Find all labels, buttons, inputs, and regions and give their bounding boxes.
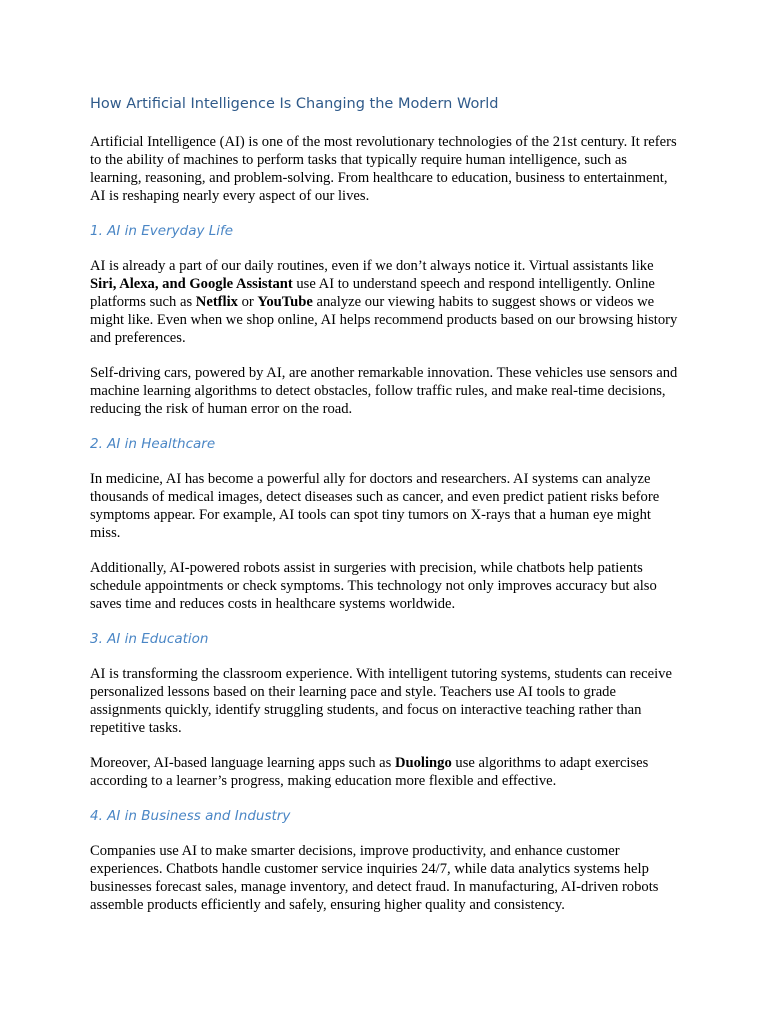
section-heading-business: 4. AI in Business and Industry [90,808,291,824]
section-heading-education: 3. AI in Education [90,631,209,647]
business-paragraph-1: Companies use AI to make smarter decisions, improve productivity, and enhance customer experiences. Chatbots handle customer service inquiries 24/7, while data analytics systems help businesses forecast sales, manage inventory, and detect fraud. In manufacturing, AI-driven robots assemble products efficiently and safely, ensuring higher quality and consistency. [90,843,659,913]
text-run: Moreover, AI-based language learning apps such as [90,755,395,771]
section-heading-everyday-life: 1. AI in Everyday Life [90,223,234,239]
healthcare-paragraph-1: In medicine, AI has become a powerful ally for doctors and researchers. AI systems can analyze thousands of medical images, detect diseases such as cancer, and even predict patient risks before symptoms appear. For example, AI tools can spot tiny tumors on X-rays that a human eye might miss. [90,471,660,541]
bold-netflix: Netflix [195,294,238,310]
bold-duolingo: Duolingo [394,755,452,771]
text-run: AI is already a part of our daily routines, even if we don’t always notice it. Virtual assistants like [90,258,654,274]
intro-paragraph: Artificial Intelligence (AI) is one of the most revolutionary technologies of the 21st century. It refers to the ability of machines to perform tasks that typically require human intelligence, such as learning, reasoning, and problem-solving. From healthcare to education, business to entertainment, AI is reshaping nearly every aspect of our lives. [90,134,677,204]
education-paragraph-2 [90,754,682,790]
education-paragraph-1: AI is transforming the classroom experience. With intelligent tutoring systems, students can receive personalized lessons based on their learning pace and style. Teachers use AI tools to grade assignments quickly, identify struggling students, and focus on interactive teaching rather than repetitive tasks. [90,666,672,736]
text-run: or [237,294,258,310]
text-run: use algorithms to adapt exercises according to a learner’s progress, making education more flexible and effective. [90,755,649,789]
document-page [90,94,682,931]
everyday-life-paragraph-2: Self-driving cars, powered by AI, are another remarkable innovation. These vehicles use sensors and machine learning algorithms to detect obstacles, follow traffic rules, and make real-time decisions, reducing the risk of human error on the road. [90,365,678,417]
section-heading-healthcare: 2. AI in Healthcare [90,436,216,452]
bold-youtube: YouTube [257,294,313,310]
text-run: analyze our viewing habits to suggest shows or videos we might like. Even when we shop online, AI helps recommend products based on our browsing history and preferences. [90,294,678,346]
document-title: How Artificial Intelligence Is Changing the Modern World [90,96,499,112]
text-run: use AI to understand speech and respond intelligently. Online platforms such as [90,276,655,310]
healthcare-paragraph-2: Additionally, AI-powered robots assist in surgeries with precision, while chatbots help patients schedule appointments or check symptoms. This technology not only improves accuracy but also saves time and reduces costs in healthcare systems worldwide. [90,560,657,612]
bold-assistants: Siri, Alexa, and Google Assistant [90,276,293,292]
everyday-life-paragraph-1 [90,257,682,347]
